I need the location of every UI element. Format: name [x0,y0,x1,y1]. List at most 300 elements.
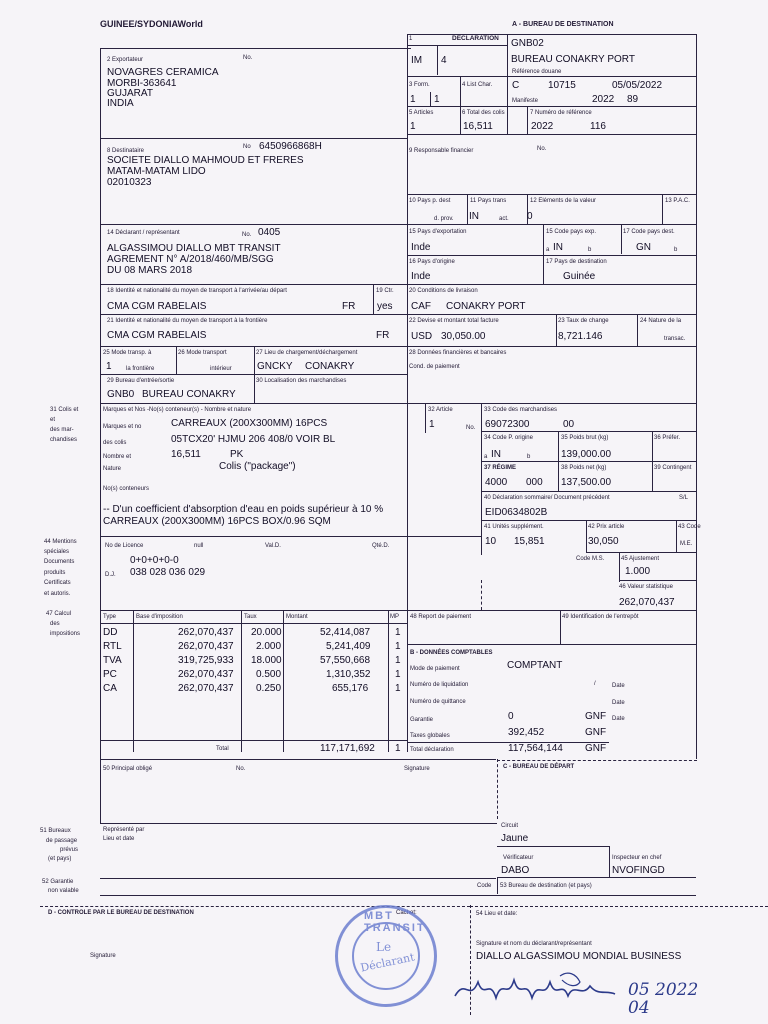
article-label: 32 Article [428,407,453,413]
calcul-taux: 20.000 [251,627,282,638]
currency: GNF [585,711,607,722]
regime-value: 4000 [485,477,508,488]
principal-no: No. [236,766,246,772]
form-value-2: 1 [434,94,440,105]
article-value: 1 [429,419,435,430]
ref-label: 7 Numéro de référence [530,110,592,116]
divider [40,906,470,907]
dprov-value: IN [469,211,479,222]
transport-arr-label: 18 Identité et nationalité du moyen de transport à l'arrivée/au départ [107,288,287,294]
calcul-montant: 655,176 [332,683,369,694]
calcul-taux: 0.500 [256,669,282,680]
code-43-label: 43 Code [678,524,701,530]
loc-label: 30 Localisation des marchandises [256,378,347,384]
ref-number: 10715 [548,80,576,91]
manifest-number: 89 [627,94,639,105]
list-value: C [512,80,520,91]
divider [621,224,622,254]
divider [241,610,242,752]
dest-country-value: Guinée [563,271,596,282]
principal-signature: Signature [404,766,430,772]
currency: GNF [585,727,607,738]
divider [481,403,482,555]
divider [254,374,255,404]
ajust-value: 1.000 [625,566,651,577]
divider [100,895,696,896]
detail-text: CARREAUX (200X300MM) 16PCS BOX/0.96 SQM [103,516,331,527]
responsable-no-label: No. [537,146,547,152]
orig-label: 34 Code P. origine [484,435,533,441]
articles-value: 1 [410,121,416,132]
divider [407,134,696,135]
divider [100,346,696,347]
qte-label: Qté.D. [372,543,390,549]
mode2-sub: intérieur [210,366,232,372]
divider [176,346,177,374]
side-label: chandises [50,437,78,443]
sig-declarant-label: Signature et nom du déclarant/représentant [476,941,592,947]
declarant-line: ALGASSIMOU DIALLO MBT TRANSIT [107,243,281,254]
divider [662,194,663,224]
controle-label: D - CONTROLE PAR LE BUREAU DE DESTINATION [48,910,194,916]
dj-value: 038 028 036 029 [130,567,206,578]
side-label: non valable [48,888,79,894]
conteneurs-label: No(s) conteneurs [103,486,150,492]
nature-label: Nature [103,466,122,472]
transport-arr-nat: FR [342,301,356,312]
lieu-value: CONAKRY [305,361,355,372]
divider [100,536,481,537]
calcul-taux: 0.250 [256,683,282,694]
divider [100,284,696,285]
declarant-no-label: No. [242,232,252,238]
handwritten-date: 04 [628,998,650,1018]
liquidation-label: Numéro de liquidation [410,682,469,688]
frame-line [100,403,101,823]
nombre-label: Nombre et [103,454,132,460]
verif-label: Vérificateur [503,855,534,861]
taux-label: 23 Taux de change [558,318,609,324]
divider [407,644,696,645]
article-no: No. [466,425,476,431]
nombre-value: 16,511 [171,449,201,460]
divider [407,224,696,225]
calcul-mp: 1 [395,669,401,680]
code-ms-label: Code M.S. [576,556,605,562]
exportateur-line: INDIA [107,98,134,109]
des-colis-label: des colis [103,440,127,446]
divider [407,45,507,46]
montant-value: 30,050.00 [441,331,486,342]
bureau-dest-label: 53 Bureau de destination (et pays) [500,883,592,889]
calcul-header: MP [390,614,399,620]
nature-transac-label: 24 Nature de la [640,318,682,324]
licence-value: null [194,543,204,549]
dprov-label: d. prov. [434,216,454,222]
code-b: b [588,247,592,253]
frame-line [407,34,696,35]
total-decl-label: Total déclaration [410,747,454,753]
divider [100,878,496,879]
divider [497,877,498,894]
colis-label: 6 Total des colis [462,110,505,116]
lieu-date-54-label: 54 Lieu et date: [476,911,518,917]
frame-line [100,48,411,49]
manifest-label: Manifeste [512,98,539,104]
articles-label: 5 Articles [409,110,434,116]
total-label: Total [216,746,229,752]
lieu-label: 27 Lieu de chargement/déchargement [256,350,358,356]
quittance-label: Numéro de quittance [410,699,466,705]
ajust-label: 45 Ajustement [621,556,660,562]
side-label: des [50,621,60,627]
devise-value: USD [411,331,433,342]
export-country-value: Inde [411,242,431,253]
side-label: impositions [50,631,81,637]
declarant-no: 0405 [258,227,281,238]
principal-label: 50 Principal obligé [103,766,153,772]
dest-country-label: 17 Pays de destination [546,259,607,265]
ref-douane-label: Référence douane [512,69,562,75]
regime-label: 37 RÉGIME [484,465,517,471]
declaration-type: IM [411,55,423,66]
garantie-label: Garantie [410,717,434,723]
divider [407,76,696,77]
divider [133,610,134,752]
destinataire-line: 02010323 [107,177,152,188]
stamp-mid-text: Le [376,940,392,954]
cachet-label: Cachet: [396,910,417,916]
calcul-base: 262,070,437 [178,669,234,680]
divider [619,580,696,581]
frontiere-label: la frontière [126,366,155,372]
divider [619,552,620,582]
divider [560,610,561,644]
declarant-line: AGREMENT N° A/2018/460/MB/SGG [107,254,274,265]
divider [497,759,498,819]
divider [100,740,407,741]
exportateur-line: NOVAGRES CERAMICA [107,67,219,78]
side-label: produits [44,570,66,576]
divider [556,314,557,346]
currency: GNF [585,743,607,754]
brut-value: 139,000.00 [561,449,612,460]
code-b2: b [674,247,678,253]
cond-label: 20 Conditions de livraison [409,288,478,294]
entree-value: BUREAU CONAKRY [142,389,236,400]
stat-label: 46 Valeur statistique [619,584,673,590]
cond-paiement: Cond. de paiement [409,364,460,370]
marques-value: CARREAUX (200X300MM) 16PCS [171,418,328,429]
pref-label: 36 Préfer. [654,435,681,441]
transport-arr: CMA CGM RABELAIS [107,301,207,312]
office-header: A - BUREAU DE DESTINATION [512,21,614,28]
calcul-header: Type [103,614,117,620]
repr-label: Représenté par [103,827,145,833]
orig-a: a [484,454,488,460]
declaration-label: DECLARATION [452,35,499,42]
code-label: Code [477,883,492,889]
divider [497,846,609,847]
entrepot-label: 49 Identification de l'entrepôt [562,614,639,620]
date-label: Date [612,683,625,689]
verif-value: DABO [501,865,530,876]
act-value: 0 [527,211,533,222]
divider [481,520,696,521]
coef-text: -- D'un coefficient d'absorption d'eau en poids supérieur à 10 % [103,504,384,515]
manifest-year: 2022 [592,94,615,105]
code-dest-label: 17 Code pays dest. [623,229,675,235]
units-value: 10 [485,536,497,547]
divider [481,461,696,462]
divider [407,194,696,195]
calcul-montant: 57,550,668 [320,655,371,666]
comptables-label: B - DONNÉES COMPTABLES [410,650,493,656]
origin-label: 16 Pays d'origine [409,259,455,265]
exportateur-label: 2 Exportateur [107,57,144,63]
regime-value-2: 000 [526,477,543,488]
calcul-montant: 5,241,409 [326,641,371,652]
divider [543,224,544,284]
colis-value: 16,511 [463,121,493,132]
calcul-mp: 1 [395,655,401,666]
contg-label: 39 Contingent [654,465,692,471]
licence-label: No de Licence [105,543,144,549]
vald-label: Val.D. [265,543,281,549]
calcul-base: 319,725,933 [178,655,234,666]
liquidation-slash: / [594,681,596,687]
hs-label: 33 Code des marchandises [484,407,558,413]
elements-label: 12 Eléments de la valeur [530,198,597,204]
rapport-label: 48 Report de paiement [410,614,472,620]
divider [481,491,696,492]
destinataire-line: MATAM-MATAM LIDO [107,166,206,177]
code-dest: GN [636,242,651,253]
divider [407,255,696,256]
insp-label: Inspecteur en chef [612,855,662,861]
hs-code: 69072300 [485,419,530,430]
divider [609,846,610,878]
colis-desc: 05TCX20' HJMU 206 408/0 VOIR BL [171,434,336,445]
office-name: BUREAU CONAKRY PORT [511,54,635,65]
orig-b: b [527,454,531,460]
transac-label: transac. [664,336,686,342]
destinataire-no: 6450966868H [259,141,322,152]
divider [100,823,497,824]
declarant-line: DU 08 MARS 2018 [107,265,193,276]
side-label: (et pays) [48,856,72,862]
me-label: M.E. [680,541,693,547]
taux-value: 8,721.146 [558,331,603,342]
destinataire-label: 8 Destinataire [107,148,145,154]
side-label: Documents [44,559,75,565]
side-label: prévus [60,847,79,853]
stamp-mid-text: Déclarant [359,950,416,975]
divider [637,314,638,346]
prix-label: 42 Prix article [588,524,625,530]
divider [497,877,696,878]
entree-label: 29 Bureau d'entrée/sortie [107,378,175,384]
side-label: 52 Garantie [42,879,74,885]
cond-place: CONAKRY PORT [446,301,526,312]
lieu-date-label: Lieu et date [103,836,135,842]
divider [407,106,696,107]
calcul-type: TVA [103,655,122,666]
divider [425,403,426,433]
divider [481,580,482,610]
side-label: 47 Calcul [46,611,72,617]
mode-paiement-label: Mode de paiement [410,666,460,672]
marques-no-label: Marques et no [103,424,142,430]
export-country-label: 15 Pays d'exportation [409,229,467,235]
divider [586,552,696,553]
pac-label: 13 P.A.C. [665,198,690,204]
mode-value: 1 [106,361,112,372]
divider [100,314,696,315]
ref-no: 116 [590,121,606,132]
calcul-header: Base d'imposition [136,614,183,620]
act-label: act. [499,216,509,222]
sommaire-label: 40 Déclaration sommaire/ Document précédent [484,495,610,501]
date-label: Date [612,700,625,706]
divider [100,138,407,139]
net-value: 137,500.00 [561,477,612,488]
divider [100,759,496,760]
form-value: 1 [410,94,416,105]
calcul-header: Taux [244,614,257,620]
exportateur-line: MORBI-363641 [107,78,177,89]
insp-value: NVOFINGD [612,865,665,876]
calcul-base: 262,070,437 [178,641,234,652]
mode2-label: 26 Mode transport [178,350,227,356]
side-label: 51 Bureaux [40,828,71,834]
divider [460,76,461,134]
sommaire-part: EID063480 [485,507,536,518]
exportateur-line: GUJARAT [107,88,153,99]
mode-paiement-value: COMPTANT [507,660,563,671]
divider [507,34,508,134]
brut-label: 35 Poids brut (kg) [561,435,609,441]
side-label: spéciales [44,549,70,555]
declaration-number-label: 1 [409,36,413,42]
divider [283,610,284,752]
calcul-mp: 1 [395,683,401,694]
divider [676,520,677,552]
devise-label: 22 Devise et montant total facture [409,318,499,324]
calcul-montant: 52,414,087 [320,627,371,638]
responsable-label: 9 Responsable financier [409,148,474,154]
destinataire-no-label: No [243,144,251,150]
pays-dest-label: 10 Pays p. dest [409,198,451,204]
orig-value: IN [491,449,501,460]
calcul-mp: 1 [395,641,401,652]
sig-declarant-value: DIALLO ALGASSIMOU MONDIAL BUSINESS [476,951,682,962]
garantie-value: 0 [508,711,514,722]
cond-value: CAF [411,301,431,312]
list-label: 4 List Char. [462,82,493,88]
stamp-top-text: MBT TRANSIT [364,910,426,934]
calcul-type: CA [103,683,117,694]
declaration-type-num: 4 [441,55,447,66]
marques-label: Marques et Nos -No(s) conteneur(s) - Nombre et nature [103,407,252,413]
divider [470,906,768,907]
bureau-depart-label: C - BUREAU DE DÉPART [503,764,575,770]
nature-value: Colis ("package") [219,461,296,472]
side-label: et [50,417,56,423]
taxes-value: 392,452 [508,727,545,738]
divider [497,760,697,761]
calcul-base: 262,070,437 [178,683,234,694]
calcul-taux: 18.000 [251,655,282,666]
transit-stamp [335,905,437,1007]
declaration-date: 05/05/2022 [612,80,663,91]
date-label: Date [612,716,625,722]
calcul-taux: 2.000 [256,641,282,652]
export-code-label: 15 Code pays exp. [546,229,597,235]
calcul-mp: 1 [395,627,401,638]
divider [527,106,528,134]
taxes-label: Taxes globales [410,733,450,739]
export-code: IN [553,242,563,253]
divider [467,194,468,224]
divider [388,610,389,752]
sl-label: S/L [679,495,689,501]
destinataire-line: SOCIETE DIALLO MAHMOUD ET FRERES [107,155,304,166]
system-title: GUINEE/SYDONIAWorld [100,19,203,29]
frame-line [696,34,697,759]
divider [254,346,255,374]
calcul-base: 262,070,437 [178,627,234,638]
ctr-value: yes [377,301,393,312]
exportateur-no-label: No. [243,55,253,61]
calcul-header: Montant [286,614,308,620]
divider [437,45,438,75]
form-label: 3 Form. [409,82,430,88]
ref-year: 2022 [531,121,554,132]
transport-front-label: 21 Identité et nationalité du moyen de transport à la frontière [107,318,268,324]
divider [100,610,696,611]
side-label: et autoris. [44,591,71,597]
units-label: 41 Unités supplément. [484,524,544,530]
units-amount: 15,851 [514,536,545,547]
handwritten-signature [450,968,620,1008]
total-mp: 1 [395,743,401,754]
fin-label: 28 Données financières et bancaires [409,350,507,356]
prix-value: 30,050 [588,536,619,547]
mode-label: 25 Mode transp. à [103,350,152,356]
side-label: de passage [46,838,78,844]
ctr-label: 19 Ctr. [376,288,394,294]
divider [586,520,587,552]
stat-value: 262,070,437 [619,597,675,608]
office-code: GNB02 [511,38,544,49]
pays-trans-label: 11 Pays trans [470,198,507,204]
calcul-montant: 1,310,352 [326,669,371,680]
unit-value: PK [230,449,244,460]
total-value: 117,171,692 [320,743,375,754]
sommaire-value [485,508,547,518]
calcul-type: RTL [103,641,122,652]
declarant-label: 14 Déclarant / représentant [107,230,180,236]
sommaire-part: 2B [535,507,548,518]
divider [373,284,374,314]
frame-line [100,48,101,403]
circuit-value: Jaune [501,833,529,844]
divider [100,403,696,404]
entree-code: GNB0 [107,389,135,400]
calcul-type: DD [103,627,118,638]
transport-front: CMA CGM RABELAIS [107,330,207,341]
